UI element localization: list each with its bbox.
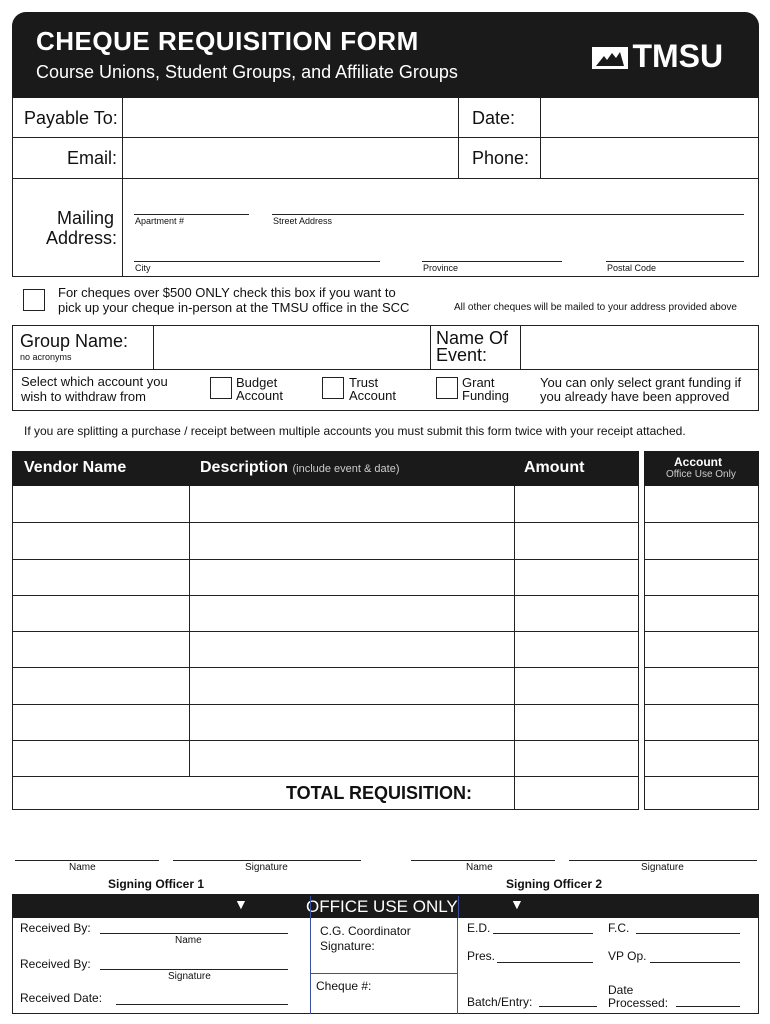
received-signature-label: Signature (168, 971, 211, 982)
officer1-name-field[interactable] (15, 842, 159, 859)
form-title: CHEQUE REQUISITION FORM (36, 26, 419, 56)
group-name-label: Group Name: (20, 331, 129, 351)
vendor-name-cell[interactable] (15, 742, 187, 774)
row-divider (644, 704, 759, 705)
split-purchase-note: If you are splitting a purchase / receipt between multiple accounts you must submit this form twice with your receipt attached. (24, 424, 686, 438)
row-divider (12, 667, 639, 668)
event-name-field[interactable] (524, 329, 755, 367)
postal-code-label: Postal Code (607, 263, 657, 273)
mailing-label-1: Mailing (57, 208, 115, 228)
account-cell[interactable] (647, 597, 756, 629)
vendor-name-cell[interactable] (15, 706, 187, 738)
officer1-name-label: Name (69, 862, 96, 873)
row-divider (12, 776, 639, 777)
account-cell[interactable] (647, 706, 756, 738)
description-cell[interactable] (192, 597, 512, 629)
ed-label: E.D. (467, 921, 491, 935)
event-name-label-2: Event: (436, 345, 488, 365)
apartment-field[interactable] (134, 196, 249, 214)
batch-entry-label: Batch/Entry: (467, 995, 533, 1009)
description-cell[interactable] (192, 488, 512, 520)
officer1-signature-field[interactable] (173, 842, 361, 859)
date-label: Date: (472, 108, 516, 128)
trust-label-1: Trust (349, 375, 379, 390)
cg-coordinator-label-1: C.G. Coordinator (320, 924, 411, 938)
signing-officer-1: Signing Officer 1 (108, 877, 205, 891)
tmsu-logo (592, 38, 723, 75)
no-acronyms-note: no acronyms (20, 352, 72, 362)
grant-note-1: You can only select grant funding if (540, 375, 742, 390)
vendor-header: Vendor Name (24, 459, 127, 476)
account-header-label: Account (674, 455, 722, 469)
pickup-text-2: pick up your cheque in-person at the TMSU office in the SCC (58, 300, 410, 315)
date-field[interactable] (544, 101, 754, 135)
row-divider (644, 559, 759, 560)
received-date-label: Received Date: (20, 991, 103, 1005)
street-address-label: Street Address (273, 216, 333, 226)
received-by-label-2: Received By: (20, 957, 91, 971)
row-divider (644, 595, 759, 596)
street-address-field[interactable] (272, 196, 744, 214)
mailing-note: All other cheques will be mailed to your address provided above (454, 302, 737, 313)
phone-label: Phone: (472, 148, 530, 168)
amount-cell[interactable] (517, 561, 636, 593)
payable-to-field[interactable] (126, 101, 454, 135)
vp-op-label: VP Op. (608, 949, 647, 963)
description-cell[interactable] (192, 633, 512, 665)
pres-label: Pres. (467, 949, 496, 963)
select-account-1: Select which account you (21, 374, 168, 389)
description-cell[interactable] (192, 524, 512, 556)
account-cell[interactable] (647, 633, 756, 665)
amount-cell[interactable] (517, 742, 636, 774)
account-cell[interactable] (647, 524, 756, 556)
budget-account-checkbox[interactable] (210, 377, 232, 399)
row-divider (12, 595, 639, 596)
vendor-name-cell[interactable] (15, 488, 187, 520)
description-cell[interactable] (192, 706, 512, 738)
row-divider (644, 740, 759, 741)
amount-cell[interactable] (517, 706, 636, 738)
email-field[interactable] (126, 141, 454, 175)
row-divider (12, 522, 639, 523)
amount-cell[interactable] (517, 524, 636, 556)
total-requisition-label: TOTAL REQUISITION: (286, 783, 473, 803)
row-divider (644, 667, 759, 668)
apartment-label: Apartment # (135, 216, 185, 226)
account-header-note: Office Use Only (666, 469, 736, 480)
grant-label-2: Funding (462, 388, 509, 403)
amount-cell[interactable] (517, 597, 636, 629)
trust-label-2: Account (349, 388, 396, 403)
row-divider (644, 631, 759, 632)
cg-coordinator-label-2: Signature: (320, 939, 375, 953)
budget-label-1: Budget (236, 375, 278, 390)
total-amount-field[interactable] (518, 780, 636, 808)
vendor-name-cell[interactable] (15, 633, 187, 665)
account-cell[interactable] (647, 669, 756, 701)
grant-label-1: Grant (462, 375, 495, 390)
event-name-label-1: Name Of (436, 328, 509, 348)
vendor-name-cell[interactable] (15, 669, 187, 701)
email-label: Email: (67, 148, 118, 168)
province-field[interactable] (422, 243, 562, 261)
group-name-field[interactable] (157, 329, 427, 367)
form-header (12, 12, 759, 98)
description-header-note: (include event & date) (292, 463, 400, 475)
account-cell[interactable] (647, 742, 756, 774)
account-cell[interactable] (647, 488, 756, 520)
office-use-arrow-left-icon: ▼ (234, 896, 248, 912)
city-field[interactable] (134, 243, 380, 261)
officer2-signature-field[interactable] (569, 842, 757, 859)
description-cell[interactable] (192, 742, 512, 774)
payable-to-label: Payable To: (24, 108, 118, 128)
province-label: Province (423, 263, 459, 273)
form-subtitle: Course Unions, Student Groups, and Affiliate Groups (36, 62, 458, 82)
office-use-title: OFFICE USE ONLY (306, 897, 458, 916)
description-cell[interactable] (192, 561, 512, 593)
officer2-signature-label: Signature (641, 862, 684, 873)
amount-header: Amount (524, 459, 585, 476)
cheque-number-label: Cheque #: (316, 979, 372, 993)
city-label: City (135, 263, 151, 273)
received-name-label: Name (175, 935, 202, 946)
mailing-label-2: Address: (46, 228, 118, 248)
trust-account-checkbox[interactable] (322, 377, 344, 399)
account-cell[interactable] (647, 561, 756, 593)
budget-label-2: Account (236, 388, 283, 403)
officer1-signature-label: Signature (245, 862, 288, 873)
row-divider (12, 631, 639, 632)
row-divider (12, 559, 639, 560)
description-header-label: Description (200, 459, 289, 476)
officer2-name-label: Name (466, 862, 493, 873)
vendor-name-cell[interactable] (15, 561, 187, 593)
amount-cell[interactable] (517, 488, 636, 520)
postal-code-field[interactable] (606, 243, 744, 261)
signing-officer-2: Signing Officer 2 (506, 877, 603, 891)
amount-cell[interactable] (517, 633, 636, 665)
phone-field[interactable] (544, 141, 754, 175)
grant-funding-checkbox[interactable] (436, 377, 458, 399)
select-account-2: wish to withdraw from (21, 389, 146, 404)
grant-note-2: you already have been approved (540, 389, 730, 404)
received-by-label-1: Received By: (20, 921, 91, 935)
description-header (200, 459, 399, 477)
date-processed-label-1: Date (608, 983, 634, 997)
description-cell[interactable] (192, 669, 512, 701)
officer2-name-field[interactable] (411, 842, 555, 859)
logo-text: TMSU (632, 38, 724, 74)
date-processed-label-2: Processed: (608, 996, 669, 1010)
row-divider (644, 522, 759, 523)
vendor-name-cell[interactable] (15, 597, 187, 629)
row-divider (12, 740, 639, 741)
amount-cell[interactable] (517, 669, 636, 701)
row-divider (12, 704, 639, 705)
fc-label: F.C. (608, 921, 630, 935)
logo-mark-icon (592, 44, 628, 70)
vendor-name-cell[interactable] (15, 524, 187, 556)
office-use-arrow-right-icon: ▼ (510, 896, 524, 912)
pickup-checkbox[interactable] (23, 289, 45, 311)
pickup-text-1: For cheques over $500 ONLY check this box if you want to (58, 285, 396, 300)
row-divider (644, 776, 759, 777)
